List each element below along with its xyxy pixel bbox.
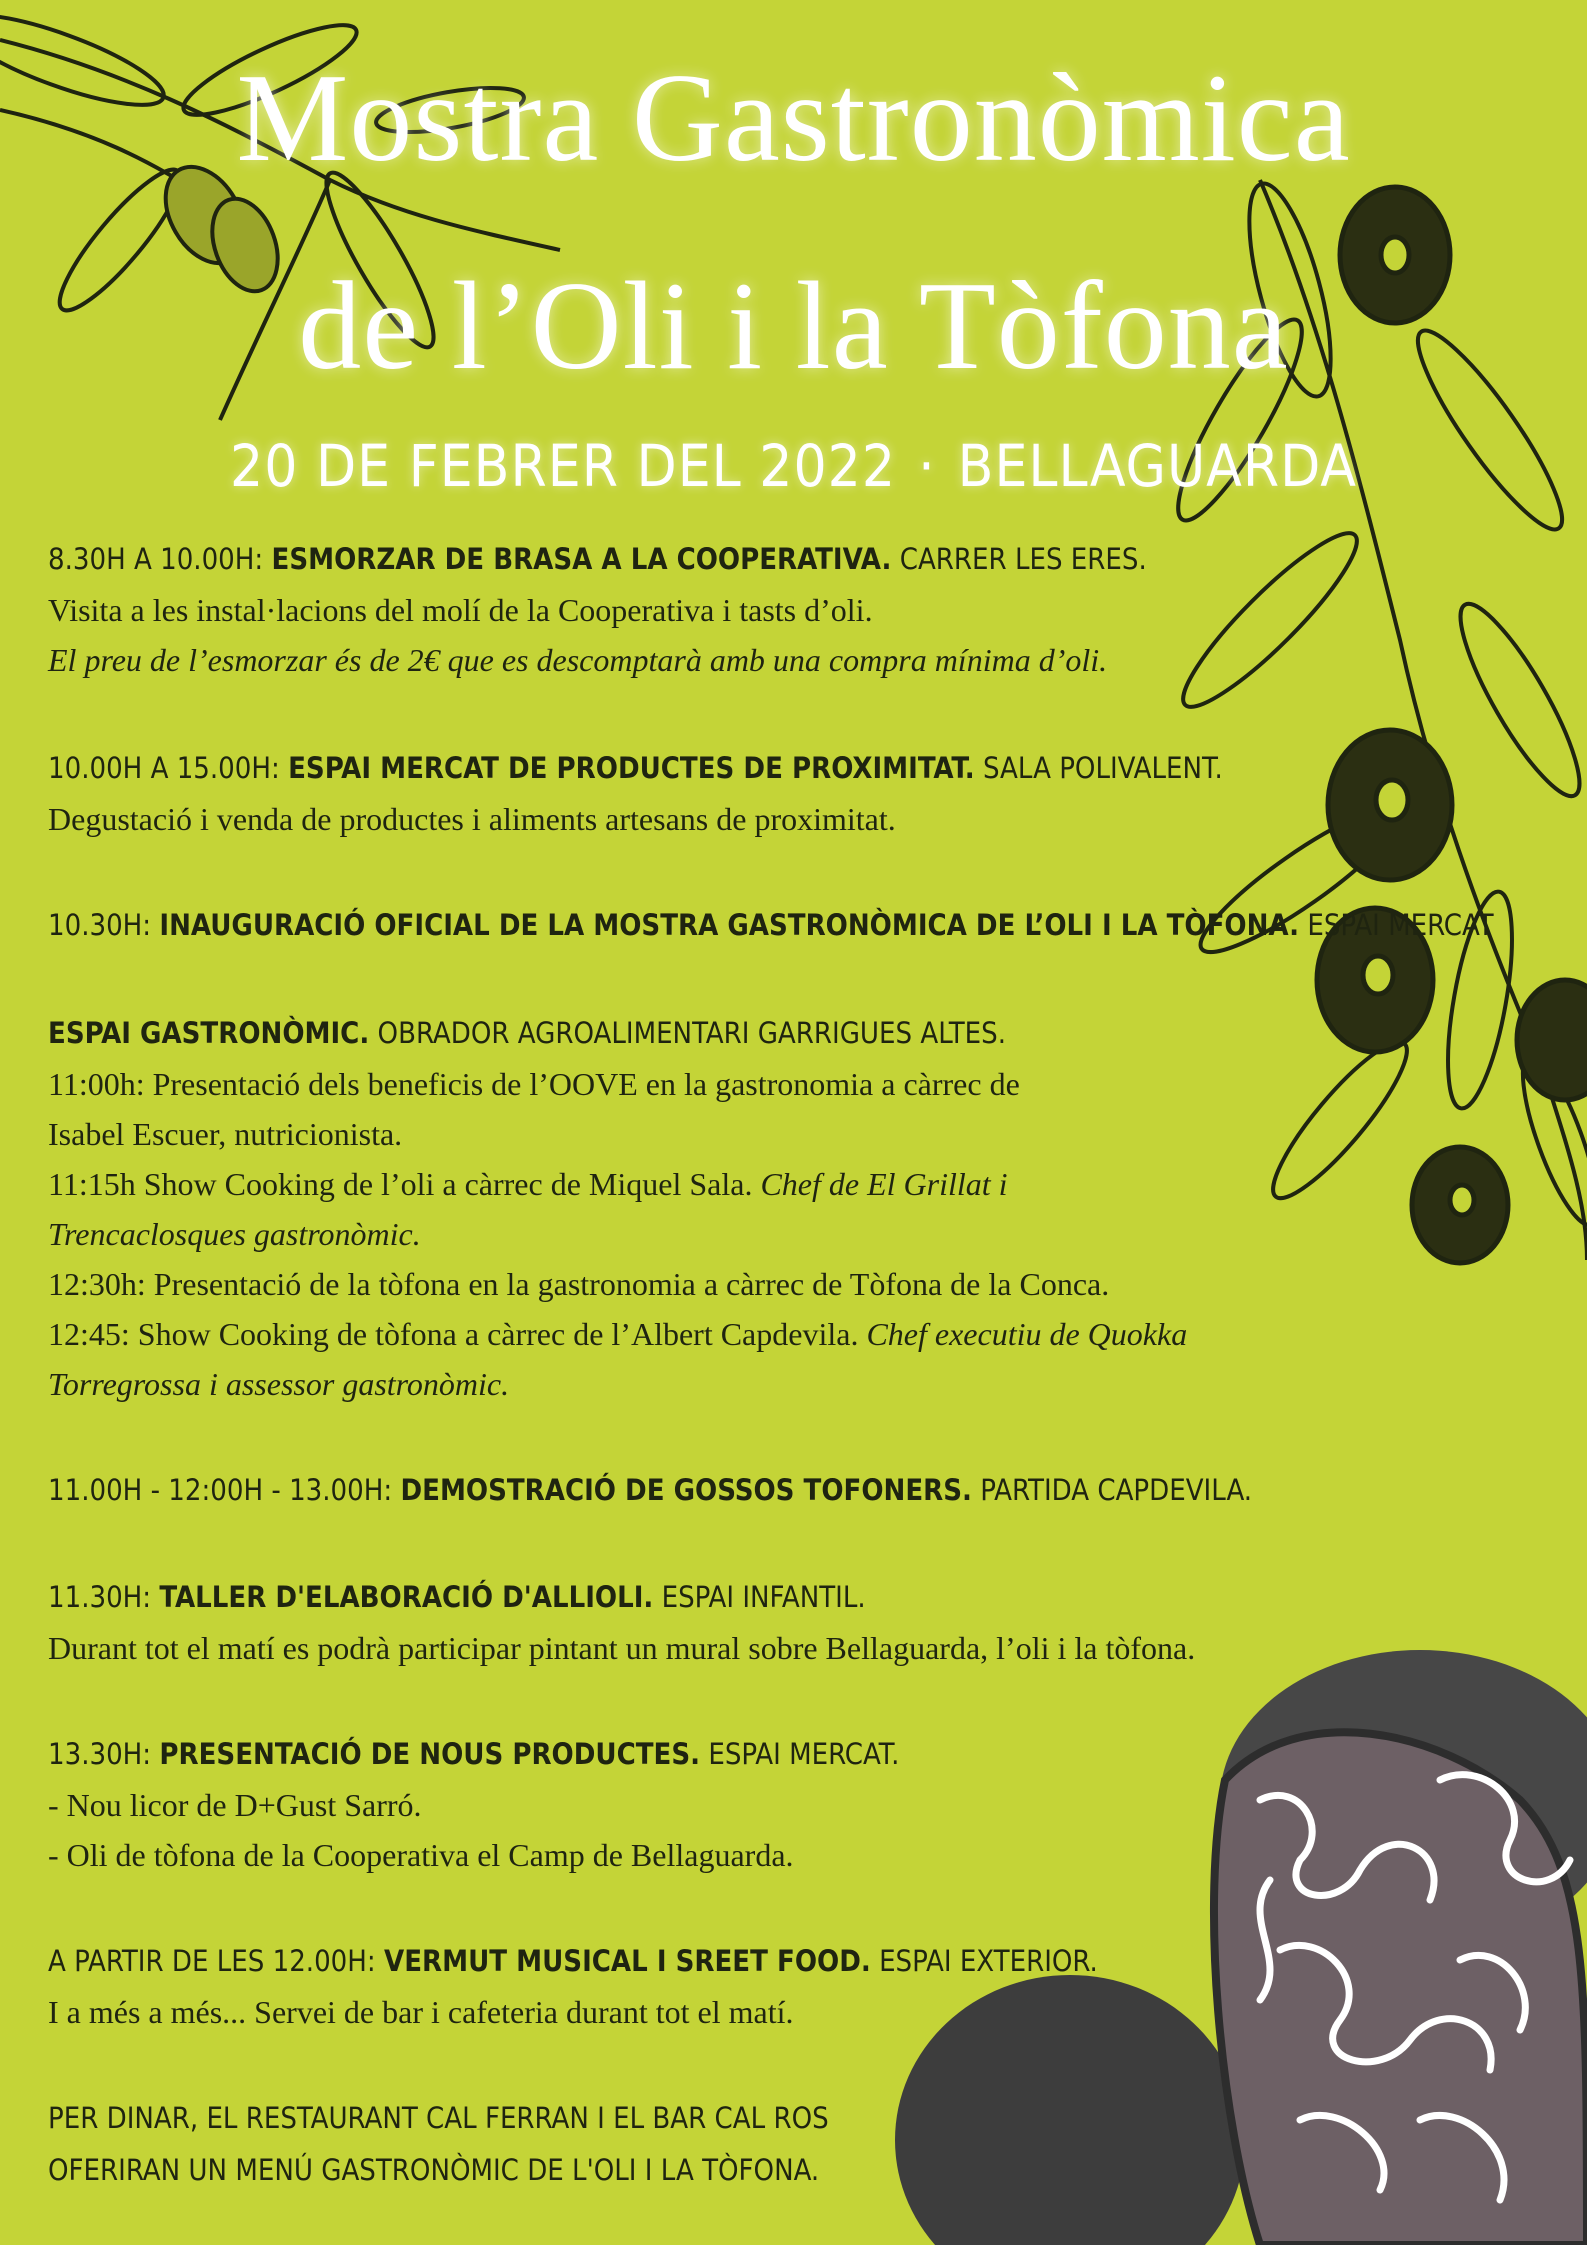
section-opening	[48, 899, 1494, 951]
vermut-line: I a més a més... Servei de bar i cafeteria durant tot el matí.	[48, 1994, 794, 2030]
date-place-line	[0, 432, 1587, 500]
lunch-line-1: PER DINAR, EL RESTAURANT CAL FERRAN I EL BAR CAL ROS	[48, 2101, 829, 2135]
products-line: - Oli de tòfona de la Cooperativa el Camp de Bellaguarda.	[48, 1837, 794, 1873]
section-breakfast	[48, 533, 1308, 685]
gastro-line: Torregrossa i assessor gastronòmic.	[48, 1366, 510, 1402]
gastro-line: Isabel Escuer, nutricionista.	[48, 1116, 403, 1152]
breakfast-line: Visita a les instal·lacions del molí de la Cooperativa i tasts d’oli.	[48, 592, 873, 628]
section-dogs	[48, 1464, 1308, 1516]
gastro-line: 11:15h Show Cooking de l’oli a càrrec de Miquel Sala. Chef de El Grillat i	[48, 1166, 1008, 1202]
section-lunch	[48, 2092, 1308, 2196]
market-heading: 10.00H A 15.00H: ESPAI MERCAT DE PRODUCTES DE PROXIMITAT. SALA POLIVALENT.	[48, 751, 1223, 785]
title-line-2: de l’Oli i la Tòfona	[298, 257, 1289, 396]
opening-heading: 10.30H: INAUGURACIÓ OFICIAL DE LA MOSTRA GASTRONÒMICA DE L’OLI I LA TÒFONA. ESPAI MERCAT	[48, 908, 1494, 942]
allioli-heading: 11.30H: TALLER D'ELABORACIÓ D'ALLIOLI. ESPAI INFANTIL.	[48, 1580, 866, 1614]
section-allioli	[48, 1571, 1308, 1673]
breakfast-heading: 8.30H A 10.00H: ESMORZAR DE BRASA A LA COOPERATIVA. CARRER LES ERES.	[48, 542, 1147, 576]
breakfast-price-note: El preu de l’esmorzar és de 2€ que es descomptarà amb una compra mínima d’oli.	[48, 642, 1108, 678]
separator: ·	[918, 432, 936, 500]
allioli-line: Durant tot el matí es podrà participar pintant un mural sobre Bellaguarda, l’oli i la tòfona.	[48, 1630, 1196, 1666]
gastro-heading: ESPAI GASTRONÒMIC. OBRADOR AGROALIMENTARI GARRIGUES ALTES.	[48, 1016, 1006, 1050]
gastro-line: 12:45: Show Cooking de tòfona a càrrec de l’Albert Capdevila. Chef executiu de Quokka	[48, 1316, 1188, 1352]
section-products	[48, 1728, 1308, 1880]
products-heading: 13.30H: PRESENTACIÓ DE NOUS PRODUCTES. ESPAI MERCAT.	[48, 1737, 900, 1771]
section-vermut	[48, 1935, 1308, 2037]
section-gastro	[48, 1007, 1308, 1409]
products-line: - Nou licor de D+Gust Sarró.	[48, 1787, 422, 1823]
gastro-line: Trencaclosques gastronòmic.	[48, 1216, 421, 1252]
lunch-line-2: OFERIRAN UN MENÚ GASTRONÒMIC DE L'OLI I LA TÒFONA.	[48, 2153, 820, 2187]
dogs-heading: 11.00H - 12:00H - 13.00H: DEMOSTRACIÓ DE GOSSOS TOFONERS. PARTIDA CAPDEVILA.	[48, 1473, 1253, 1507]
vermut-heading: A PARTIR DE LES 12.00H: VERMUT MUSICAL I SREET FOOD. ESPAI EXTERIOR.	[48, 1944, 1098, 1978]
market-line: Degustació i venda de productes i aliments artesans de proximitat.	[48, 801, 896, 837]
gastro-line: 12:30h: Presentació de la tòfona en la gastronomia a càrrec de Tòfona de la Conca.	[48, 1266, 1110, 1302]
event-date: 20 DE FEBRER DEL 2022	[230, 432, 897, 500]
event-place: BELLAGUARDA	[957, 432, 1357, 500]
title-line-1: Mostra Gastronòmica	[236, 49, 1351, 188]
gastro-line: 11:00h: Presentació dels beneficis de l’OOVE en la gastronomia a càrrec de	[48, 1066, 1020, 1102]
section-market	[48, 742, 1308, 844]
